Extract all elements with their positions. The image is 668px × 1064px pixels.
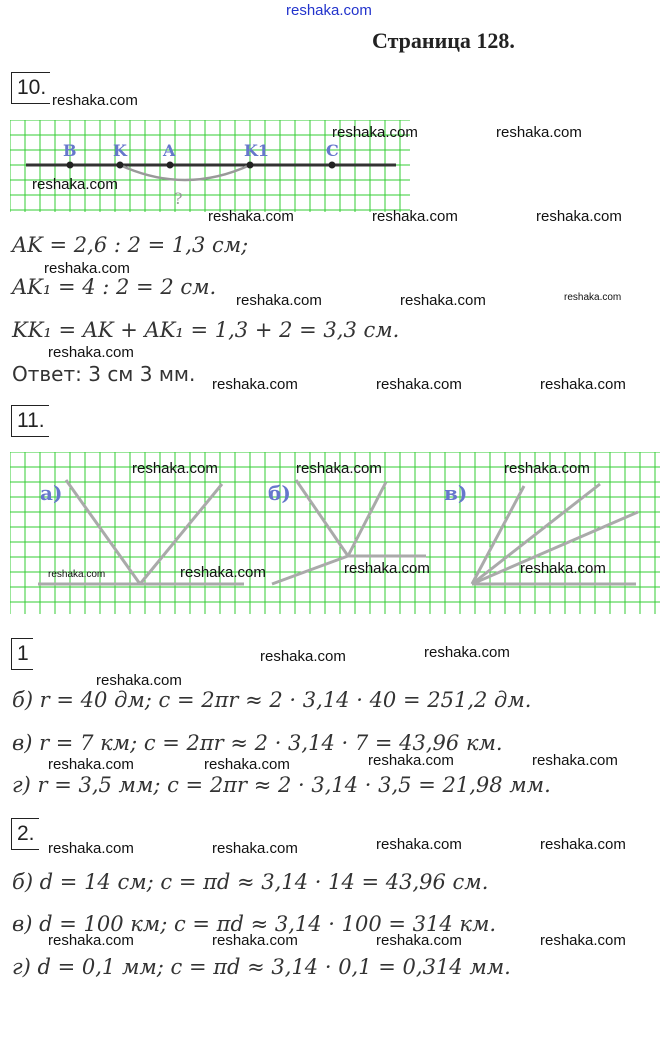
task2-line-3: г) d = 0,1 мм; c = πd ≈ 3,14 · 0,1 = 0,314 мм. xyxy=(12,955,511,979)
watermark: reshaka.com xyxy=(536,208,622,225)
watermark: reshaka.com xyxy=(180,564,266,581)
watermark: reshaka.com xyxy=(48,344,134,361)
label-a: A xyxy=(163,141,176,160)
question-mark: ? xyxy=(174,189,183,208)
task10-line-1: AK = 2,6 : 2 = 1,3 см; xyxy=(12,233,249,257)
watermark: reshaka.com xyxy=(372,208,458,225)
task2-line-1: б) d = 14 см; c = πd ≈ 3,14 · 14 = 43,96 см. xyxy=(12,870,489,894)
label-k: K xyxy=(113,141,127,160)
site-link[interactable]: reshaka.com xyxy=(286,2,372,19)
watermark: reshaka.com xyxy=(132,460,218,477)
task1-line-1: б) r = 40 дм; c = 2πr ≈ 2 · 3,14 · 40 = 251,2 дм. xyxy=(12,688,532,712)
watermark: reshaka.com xyxy=(208,208,294,225)
watermark: reshaka.com xyxy=(212,840,298,857)
watermark: reshaka.com xyxy=(260,648,346,665)
ray-b-right xyxy=(348,482,386,556)
watermark: reshaka.com xyxy=(496,124,582,141)
watermark: reshaka.com xyxy=(332,124,418,141)
watermark: reshaka.com xyxy=(212,932,298,949)
watermark: reshaka.com xyxy=(48,932,134,949)
watermark: reshaka.com xyxy=(48,756,134,773)
watermark: reshaka.com xyxy=(376,376,462,393)
point-a xyxy=(167,162,174,169)
watermark: reshaka.com xyxy=(44,260,130,277)
label-k1: K1 xyxy=(244,141,270,160)
watermark: reshaka.com xyxy=(48,840,134,857)
watermark: reshaka.com xyxy=(504,460,590,477)
task1-line-3: г) r = 3,5 мм; c = 2πr ≈ 2 · 3,14 · 3,5 = 21,98 мм. xyxy=(12,773,551,797)
watermark: reshaka.com xyxy=(32,176,118,193)
watermark: reshaka.com xyxy=(296,460,382,477)
watermark: reshaka.com xyxy=(52,92,138,109)
task-11-number: 11. xyxy=(11,405,49,437)
watermark: reshaka.com xyxy=(376,932,462,949)
watermark: reshaka.com xyxy=(424,644,510,661)
arc-kk1 xyxy=(120,165,250,180)
watermark: reshaka.com xyxy=(532,752,618,769)
watermark: reshaka.com xyxy=(400,292,486,309)
watermark: reshaka.com xyxy=(48,569,106,580)
task1-line-2: в) r = 7 км; c = 2πr ≈ 2 · 3,14 · 7 = 43,96 км. xyxy=(12,731,503,755)
watermark: reshaka.com xyxy=(236,292,322,309)
label-b: B xyxy=(63,141,77,160)
watermark: reshaka.com xyxy=(212,376,298,393)
label-v-figure: в) xyxy=(444,481,468,505)
watermark: reshaka.com xyxy=(96,672,182,689)
page-title: Страница 128. xyxy=(372,28,515,53)
watermark: reshaka.com xyxy=(520,560,606,577)
ray-v-1 xyxy=(472,486,524,584)
watermark: reshaka.com xyxy=(564,292,622,303)
label-a-figure: а) xyxy=(40,481,63,505)
point-c xyxy=(329,162,336,169)
task10-line-3: KK₁ = AK + AK₁ = 1,3 + 2 = 3,3 см. xyxy=(12,318,400,342)
task10-answer: Ответ: 3 см 3 мм. xyxy=(12,362,196,386)
watermark: reshaka.com xyxy=(540,376,626,393)
watermark: reshaka.com xyxy=(376,836,462,853)
label-c: C xyxy=(326,141,339,160)
task-1-number: 1 xyxy=(11,638,33,670)
watermark: reshaka.com xyxy=(368,752,454,769)
watermark: reshaka.com xyxy=(204,756,290,773)
label-b-figure: б) xyxy=(268,481,291,505)
task-2-number: 2. xyxy=(11,818,39,850)
task10-line-2: AK₁ = 4 : 2 = 2 см. xyxy=(12,275,217,299)
task-10-number: 10. xyxy=(11,72,50,104)
watermark: reshaka.com xyxy=(344,560,430,577)
task2-line-2: в) d = 100 км; c = πd ≈ 3,14 · 100 = 314 км. xyxy=(12,912,497,936)
watermark: reshaka.com xyxy=(540,836,626,853)
point-k xyxy=(117,162,124,169)
point-b xyxy=(67,162,74,169)
watermark: reshaka.com xyxy=(540,932,626,949)
point-k1 xyxy=(247,162,254,169)
